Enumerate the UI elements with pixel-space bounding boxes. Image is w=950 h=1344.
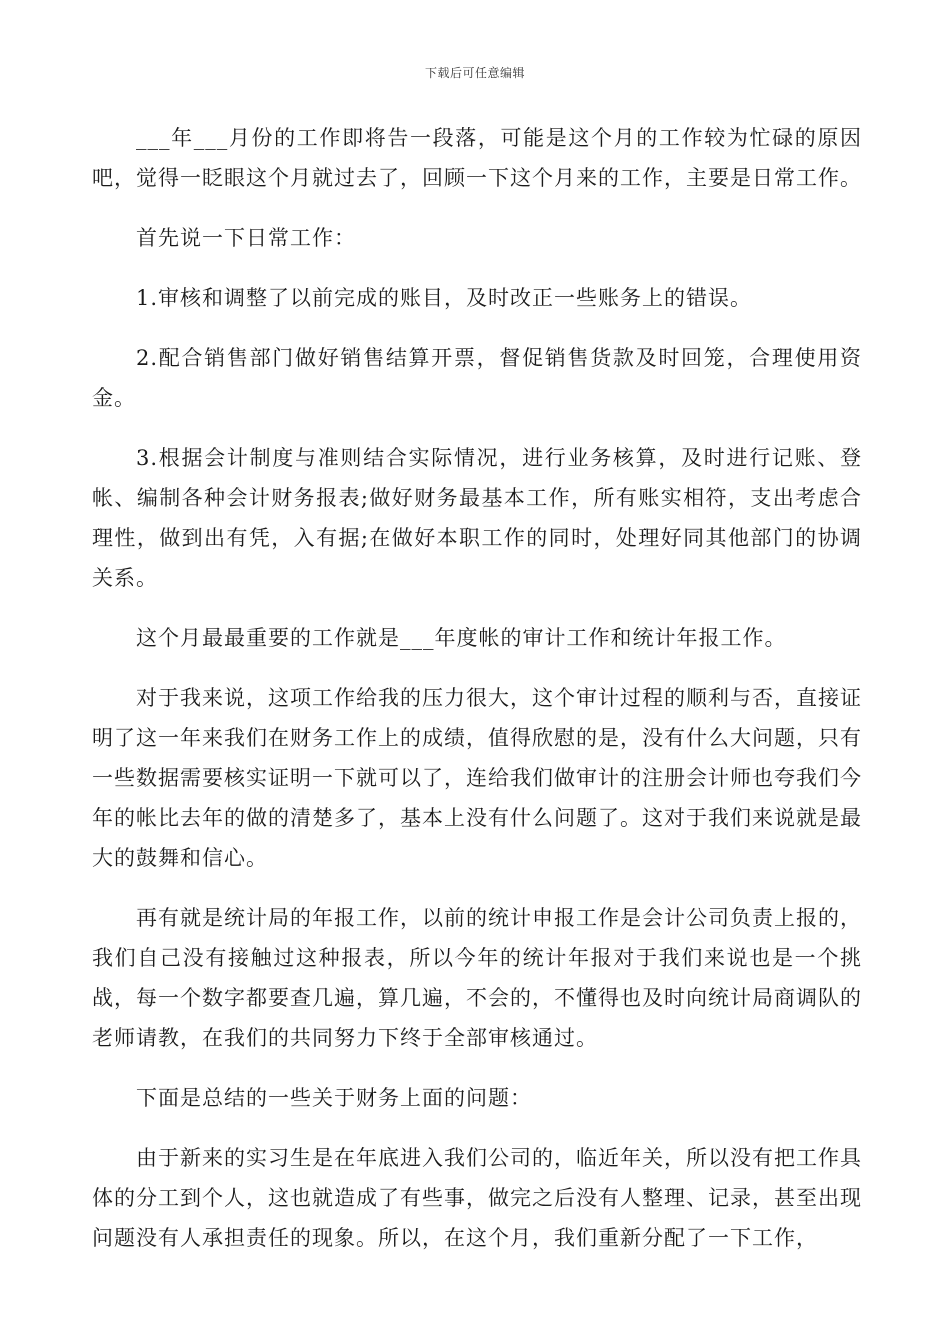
paragraph-item-3: 3.根据会计制度与准则结合实际情况，进行业务核算，及时进行记账、登帐、编制各种会计财务报表;做好财务最基本工作，所有账实相符，支出考虑合理性，做到出有凭，入有据;在做好本职工作的同时，处理好同其他部门的协调关系。 [92, 446, 862, 590]
paragraph-issues-detail: 由于新来的实习生是在年底进入我们公司的，临近年关，所以没有把工作具体的分工到个人，这也就造成了有些事，做完之后没有人整理、记录，甚至出现问题没有人承担责任的现象。所以，在这个月，我们重新分配了一下工作， [92, 1146, 862, 1250]
document-body [92, 118, 862, 1278]
paragraph-item-2: 2.配合销售部门做好销售结算开票，督促销售货款及时回笼，合理使用资金。 [92, 346, 862, 410]
paragraph-item-1: 1.审核和调整了以前完成的账目，及时改正一些账务上的错误。 [136, 286, 753, 310]
paragraph-audit-intro: 这个月最最重要的工作就是___年度帐的审计工作和统计年报工作。 [136, 626, 787, 650]
page-header: 下载后可任意编辑 [424, 66, 525, 80]
paragraph-intro: ___年___月份的工作即将告一段落，可能是这个月的工作较为忙碌的原因吧，觉得一眨眼这个月就过去了，回顾一下这个月来的工作，主要是日常工作。 [92, 126, 862, 190]
paragraph-daily-work-heading: 首先说一下日常工作： [136, 226, 356, 250]
paragraph-statistics-report: 再有就是统计局的年报工作，以前的统计申报工作是会计公司负责上报的，我们自己没有接触过这种报表，所以今年的统计年报对于我们来说也是一个挑战，每一个数字都要查几遍，算几遍，不会的，不懂得也及时向统计局商调队的老师请教，在我们的共同努力下终于全部审核通过。 [92, 906, 862, 1050]
paragraph-audit-detail: 对于我来说，这项工作给我的压力很大，这个审计过程的顺利与否，直接证明了这一年来我们在财务工作上的成绩，值得欣慰的是，没有什么大问题，只有一些数据需要核实证明一下就可以了，连给我们做审计的注册会计师也夸我们今年的帐比去年的做的清楚多了，基本上没有什么问题了。这对于我们来说就是最大的鼓舞和信心。 [92, 686, 862, 870]
paragraph-issues-heading: 下面是总结的一些关于财务上面的问题： [136, 1086, 532, 1110]
